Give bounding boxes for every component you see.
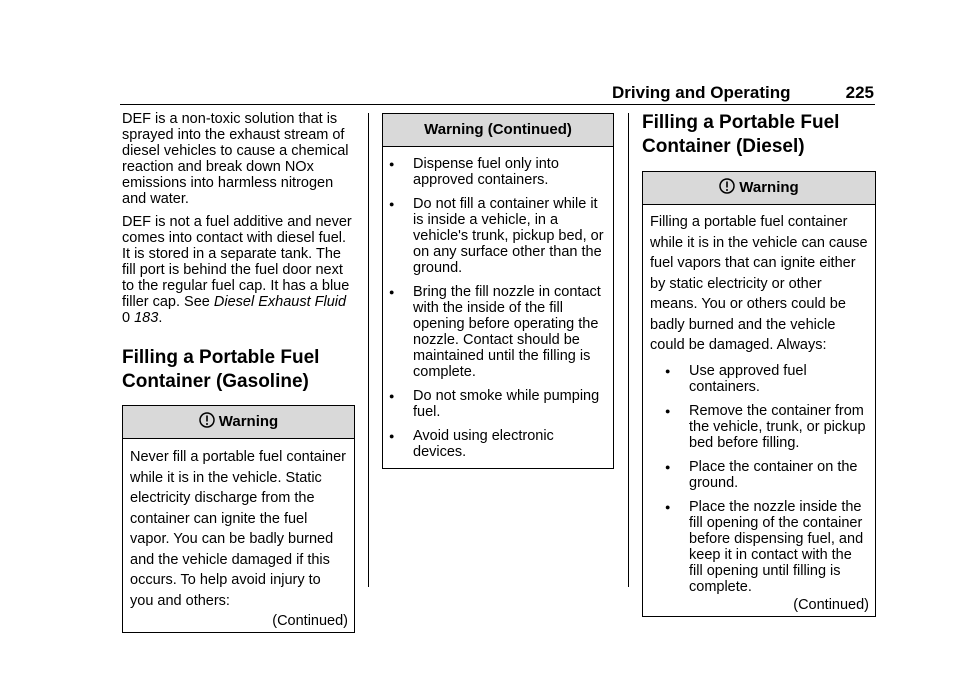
warning-icon bbox=[199, 412, 215, 432]
bullet-icon: ● bbox=[389, 287, 395, 297]
column-right bbox=[642, 111, 876, 617]
warning-body bbox=[383, 147, 613, 460]
column-left bbox=[122, 111, 358, 633]
bullet-icon: ● bbox=[665, 405, 671, 416]
warning-title: Warning bbox=[739, 179, 799, 196]
def-paragraph-2: DEF is not a fuel additive and never comes into contact with diesel fuel. It is stored in a separate tank. The fill port is behind the fuel door next to the regular fuel cap. It has a blue filler cap. See Diesel Exhaust Fluid 0 183. bbox=[122, 214, 352, 326]
page-header bbox=[612, 82, 874, 104]
page-ref[interactable]: 183 bbox=[134, 310, 159, 326]
warning-header: Warning (Continued) bbox=[383, 114, 613, 147]
warning-box-diesel bbox=[642, 171, 876, 617]
warning-bullet-list bbox=[387, 156, 607, 460]
page-number: 225 bbox=[845, 83, 874, 102]
warning-box-gasoline bbox=[122, 405, 355, 633]
warning-title: Warning bbox=[218, 413, 279, 430]
bullet-icon: ● bbox=[389, 159, 395, 169]
bullet-text: Avoid using electronic devices. bbox=[413, 428, 554, 460]
bullet-item bbox=[387, 284, 607, 380]
column-divider bbox=[368, 113, 369, 587]
bullet-text: Place the container on the ground. bbox=[689, 458, 858, 491]
section-title: Driving and Operating bbox=[612, 83, 791, 102]
bullet-text: Dispense fuel only into approved containers. bbox=[413, 156, 559, 188]
column-divider bbox=[628, 113, 629, 587]
column-middle bbox=[382, 113, 614, 469]
warning-text: Never fill a portable fuel container while it is in the vehicle. Static electricity discharge from the container can ignite the fuel vapor. You can be badly burned and the vehicle damaged if this occurs. To help avoid injury to you and others: bbox=[130, 449, 347, 609]
warning-bullet-list bbox=[663, 363, 869, 595]
bullet-icon: ● bbox=[389, 391, 395, 401]
continued-label: (Continued) bbox=[272, 613, 348, 629]
bullet-icon: ● bbox=[665, 365, 671, 376]
bullet-text: Use approved fuel containers. bbox=[689, 362, 807, 395]
bullet-text: Do not smoke while pumping fuel. bbox=[413, 388, 600, 420]
warning-box-continued bbox=[382, 113, 614, 469]
bullet-text: Bring the fill nozzle in contact with the inside of the fill opening before operating the nozzle. Contact should be maintained until the filling is complete. bbox=[413, 284, 601, 380]
section-heading-diesel: Filling a Portable Fuel Container (Diesel) bbox=[642, 112, 840, 157]
def-paragraph: DEF is a non-toxic solution that is sprayed into the exhaust stream of diesel vehicles to cause a chemical reaction and break down NOx emissions into harmless nitrogen and water. bbox=[122, 111, 349, 207]
bullet-item bbox=[663, 499, 869, 595]
bullet-icon: ● bbox=[389, 431, 395, 441]
diesel-exhaust-fluid-link[interactable]: Diesel Exhaust Fluid bbox=[213, 294, 347, 310]
bullet-icon: ● bbox=[665, 461, 671, 472]
bullet-item bbox=[387, 388, 607, 420]
page-ref-icon: 0 bbox=[122, 310, 131, 326]
bullet-item bbox=[387, 428, 607, 460]
bullet-icon: ● bbox=[389, 199, 395, 209]
warning-body bbox=[123, 439, 354, 632]
header-rule bbox=[120, 104, 875, 105]
warning-header bbox=[123, 406, 354, 439]
bullet-text: Place the nozzle inside the fill opening of the container before dispensing fuel, and keep it in contact with the fill opening until filling is complete. bbox=[689, 498, 864, 595]
bullet-text: Remove the container from the vehicle, trunk, or pickup bed before filling. bbox=[689, 402, 866, 451]
bullet-item bbox=[663, 459, 869, 491]
section-heading-gasoline: Filling a Portable Fuel Container (Gasoline) bbox=[122, 347, 320, 392]
bullet-item bbox=[663, 403, 869, 451]
bullet-item bbox=[663, 363, 869, 395]
bullet-icon: ● bbox=[665, 501, 671, 512]
bullet-item bbox=[387, 156, 607, 188]
warning-text: Filling a portable fuel container while it is in the vehicle can cause fuel vapors that can ignite either by static electricity or other means. You or others could be badly burned and the vehicle could be damaged. Always: bbox=[650, 214, 868, 353]
bullet-item bbox=[387, 196, 607, 276]
warning-header bbox=[643, 172, 875, 205]
warning-body bbox=[643, 205, 875, 616]
continued-label: (Continued) bbox=[793, 596, 869, 613]
warning-icon bbox=[719, 178, 735, 198]
bullet-text: Do not fill a container while it is inside a vehicle, in a vehicle's trunk, pickup bed, or on any surface other than the ground. bbox=[413, 196, 604, 276]
